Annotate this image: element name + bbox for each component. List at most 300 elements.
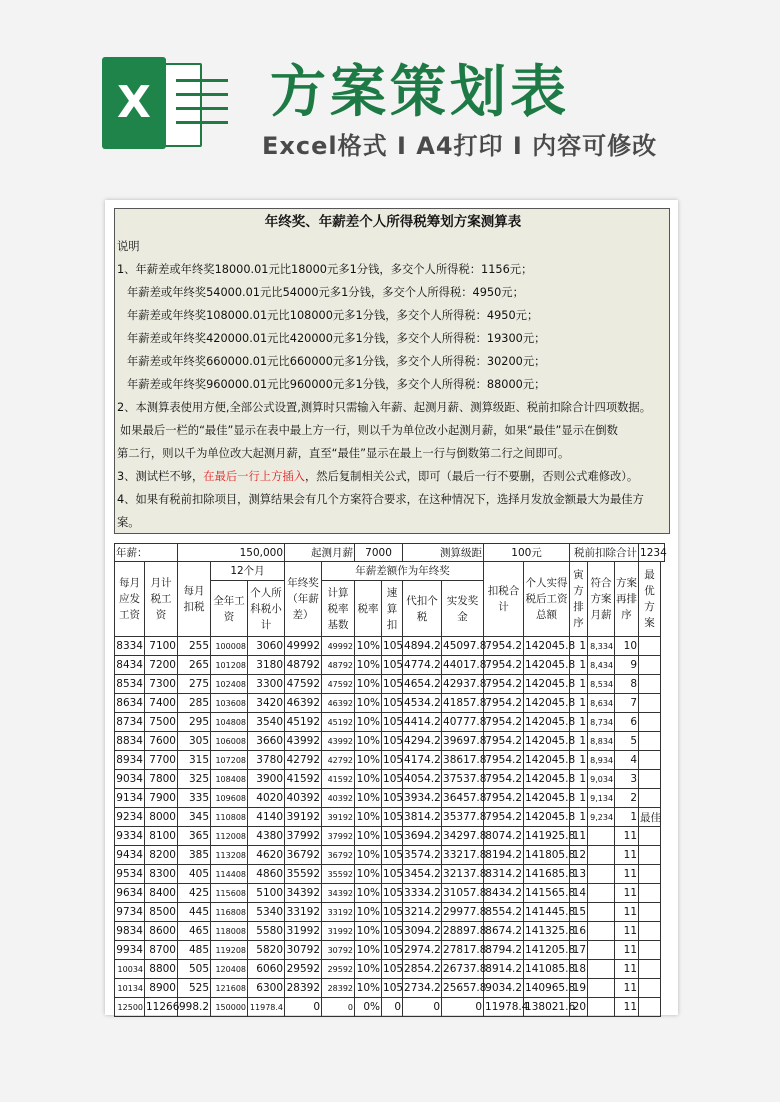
table-cell: 18: [570, 960, 588, 979]
table-cell: [588, 998, 615, 1017]
table-cell: 3814.2: [403, 808, 442, 827]
table-cell: 39192: [322, 808, 355, 827]
col-header: 实发奖金: [442, 581, 484, 637]
table-cell: [639, 789, 661, 808]
table-cell: 10%: [355, 808, 382, 827]
table-cell: 105: [382, 637, 403, 656]
table-cell: 9034.2: [484, 979, 524, 998]
table-cell: 4620: [248, 846, 285, 865]
table-cell: 105: [382, 865, 403, 884]
note-line: 2、本测算表使用方便,全部公式设置,测算时只需输入年薪、起测月薪、测算级距、税前扣除合计四项数据。: [117, 401, 652, 414]
col-header: 个人实得税后工资总额: [524, 562, 570, 637]
table-cell: 141205.8: [524, 941, 570, 960]
table-cell: 365: [178, 827, 211, 846]
table-cell: 29977.8: [442, 903, 484, 922]
table-cell: 9434: [115, 846, 145, 865]
table-cell: 41592: [322, 770, 355, 789]
table-cell: 105: [382, 884, 403, 903]
table-cell: 525: [178, 979, 211, 998]
table-cell: 38617.8: [442, 751, 484, 770]
table-cell: [639, 675, 661, 694]
table-cell: 104808: [211, 713, 248, 732]
table-cell: 141925.8: [524, 827, 570, 846]
col-header: 全年工资: [211, 581, 248, 637]
table-cell: 141805.8: [524, 846, 570, 865]
salary-value[interactable]: 150,000: [178, 544, 285, 562]
table-cell: 45192: [322, 713, 355, 732]
table-cell: 7954.2: [484, 732, 524, 751]
table-cell: 105: [382, 732, 403, 751]
table-cell: 43992: [322, 732, 355, 751]
table-cell: 4534.2: [403, 694, 442, 713]
table-cell: 40777.8: [442, 713, 484, 732]
table-cell: 7700: [145, 751, 178, 770]
col-header: 税率: [355, 581, 382, 637]
table-cell: 142045.8: [524, 732, 570, 751]
table-cell: [639, 732, 661, 751]
table-cell: 10: [615, 637, 639, 656]
table-cell: 1: [570, 789, 588, 808]
table-cell: 8,634: [588, 694, 615, 713]
note-line: 年薪差或年终奖54000.01元比54000元多1分钱，多交个人所得税：4950元；: [127, 286, 524, 299]
excel-logo-letter: X: [102, 57, 166, 149]
table-cell: [639, 884, 661, 903]
table-cell: 102408: [211, 675, 248, 694]
table-cell: 7600: [145, 732, 178, 751]
table-cell: 6300: [248, 979, 285, 998]
table-cell: 141325.8: [524, 922, 570, 941]
table-cell: 14: [570, 884, 588, 903]
note-text: 3、测试栏不够，: [117, 470, 204, 483]
table-cell: 39192: [285, 808, 322, 827]
table-cell: 47592: [285, 675, 322, 694]
table-cell: 8834: [115, 732, 145, 751]
note-line: 4、如果有税前扣除项目，测算结果会有几个方案符合要求，在这种情况下，选择月发放金额最大为最佳方: [117, 493, 644, 506]
table-cell: 33192: [285, 903, 322, 922]
table-cell: [639, 770, 661, 789]
table-cell: 8100: [145, 827, 178, 846]
table-cell: 4: [615, 751, 639, 770]
table-cell: 105: [382, 789, 403, 808]
table-cell: 44017.8: [442, 656, 484, 675]
table-cell: 2974.2: [403, 941, 442, 960]
table-cell: 9,234: [588, 808, 615, 827]
table-cell: 11: [570, 827, 588, 846]
table-cell: 45192: [285, 713, 322, 732]
table-cell: 8534: [115, 675, 145, 694]
table-cell: 10%: [355, 865, 382, 884]
table-cell: 8500: [145, 903, 178, 922]
table-cell: 107208: [211, 751, 248, 770]
table-cell: [639, 960, 661, 979]
table-cell: 105: [382, 846, 403, 865]
table-cell: 3300: [248, 675, 285, 694]
table-cell: [639, 998, 661, 1017]
table-cell: 32137.8: [442, 865, 484, 884]
table-cell: 11: [615, 941, 639, 960]
table-cell: 37537.8: [442, 770, 484, 789]
table-cell: 10%: [355, 694, 382, 713]
table-cell: 100008: [211, 637, 248, 656]
table-cell: 142045.8: [524, 713, 570, 732]
table-cell: 275: [178, 675, 211, 694]
table-cell: 3334.2: [403, 884, 442, 903]
table-cell: 3094.2: [403, 922, 442, 941]
table-cell: 110808: [211, 808, 248, 827]
table-cell: 7500: [145, 713, 178, 732]
table-cell: 4174.2: [403, 751, 442, 770]
table-cell: 7200: [145, 656, 178, 675]
table-cell: 10%: [355, 884, 382, 903]
table-cell: 115608: [211, 884, 248, 903]
col-header: 12个月: [211, 562, 285, 581]
table-cell: 142045.8: [524, 770, 570, 789]
note-line: 年薪差或年终奖660000.01元比660000元多1分钱，多交个人所得税：30200元；: [127, 355, 546, 368]
table-cell: 8,734: [588, 713, 615, 732]
table-cell: 10%: [355, 922, 382, 941]
col-header: 个人所科税小计: [248, 581, 285, 637]
table-cell: 4860: [248, 865, 285, 884]
table-cell: 105: [382, 808, 403, 827]
table-cell: 19: [570, 979, 588, 998]
table-cell: 34297.8: [442, 827, 484, 846]
table-cell: 35592: [285, 865, 322, 884]
table-cell: 335: [178, 789, 211, 808]
table-cell: 8434: [115, 656, 145, 675]
table-row: [115, 751, 665, 770]
table-cell: 30792: [322, 941, 355, 960]
table-cell: 425: [178, 884, 211, 903]
table-cell: 11: [615, 827, 639, 846]
salary-label: 年薪：: [115, 544, 178, 562]
table-cell: 8,434: [588, 656, 615, 675]
table-cell: 265: [178, 656, 211, 675]
table-row: [115, 713, 665, 732]
table-cell: 8300: [145, 865, 178, 884]
table-cell: 31992: [285, 922, 322, 941]
table-cell: 7954.2: [484, 637, 524, 656]
table-cell: 47592: [322, 675, 355, 694]
table-cell: 3574.2: [403, 846, 442, 865]
table-cell: 2: [615, 789, 639, 808]
table-cell: 36792: [322, 846, 355, 865]
table-cell: 0: [285, 998, 322, 1017]
col-header: 每月应发工资: [115, 562, 145, 637]
table-cell: 7954.2: [484, 675, 524, 694]
table-cell: 105: [382, 694, 403, 713]
table-cell: 26737.8: [442, 960, 484, 979]
table-cell: 10%: [355, 960, 382, 979]
table-cell: 119208: [211, 941, 248, 960]
note-line: 年薪差或年终奖960000.01元比960000元多1分钱，多交个人所得税：88000元；: [127, 378, 546, 391]
table-cell: 7900: [145, 789, 178, 808]
table-cell: 8900: [145, 979, 178, 998]
table-cell: 1: [615, 808, 639, 827]
table-cell: 8074.2: [484, 827, 524, 846]
table-row: [115, 770, 665, 789]
table-cell: 33192: [322, 903, 355, 922]
table-cell: 295: [178, 713, 211, 732]
table-cell: 0: [382, 998, 403, 1017]
table-cell: 1: [570, 751, 588, 770]
table-cell: 41857.8: [442, 694, 484, 713]
table-cell: 8000: [145, 808, 178, 827]
table-cell: 46392: [322, 694, 355, 713]
table-row: [115, 922, 665, 941]
table-cell: 11: [615, 865, 639, 884]
table-cell: 9134: [115, 789, 145, 808]
col-header: 年终奖（年薪差）: [285, 562, 322, 637]
table-cell: 8314.2: [484, 865, 524, 884]
table-cell: 35377.8: [442, 808, 484, 827]
table-cell: 3694.2: [403, 827, 442, 846]
table-cell: 最佳: [639, 808, 661, 827]
col-header: 年薪差额作为年终奖: [322, 562, 484, 581]
table-cell: 7954.2: [484, 694, 524, 713]
table-cell: [639, 979, 661, 998]
table-cell: [639, 827, 661, 846]
table-cell: 103608: [211, 694, 248, 713]
table-cell: 8934: [115, 751, 145, 770]
table-cell: 9934: [115, 941, 145, 960]
table-cell: 49992: [285, 637, 322, 656]
table-cell: 142045.8: [524, 751, 570, 770]
table-cell: 7954.2: [484, 656, 524, 675]
table-cell: [639, 694, 661, 713]
note-line: 第二行，则以千为单位改大起测月薪，直至“最佳”显示在最上一行与倒数第二行之间即可。: [117, 447, 570, 460]
table-cell: 25657.8: [442, 979, 484, 998]
table-cell: 37992: [322, 827, 355, 846]
table-cell: 105: [382, 922, 403, 941]
table-cell: [588, 827, 615, 846]
table-cell: 105: [382, 903, 403, 922]
table-cell: 142045.8: [524, 656, 570, 675]
table-cell: 8914.2: [484, 960, 524, 979]
table-cell: 101208: [211, 656, 248, 675]
table-cell: 3: [615, 770, 639, 789]
table-cell: 13: [570, 865, 588, 884]
table-cell: 43992: [285, 732, 322, 751]
col-header: 速算扣: [382, 581, 403, 637]
table-row: [115, 637, 665, 656]
table-cell: 34392: [285, 884, 322, 903]
table-cell: 10%: [355, 732, 382, 751]
table-cell: 8700: [145, 941, 178, 960]
table-cell: 7954.2: [484, 713, 524, 732]
table-cell: 31057.8: [442, 884, 484, 903]
document-sheet: [105, 200, 678, 1015]
table-row: [115, 941, 665, 960]
col-header: 代扣个税: [403, 581, 442, 637]
table-cell: 28392: [322, 979, 355, 998]
table-cell: 10034: [115, 960, 145, 979]
table-cell: [639, 903, 661, 922]
table-cell: 405: [178, 865, 211, 884]
table-cell: 1: [570, 656, 588, 675]
table-cell: 5580: [248, 922, 285, 941]
table-cell: 3060: [248, 637, 285, 656]
col-header: 每月扣税: [178, 562, 211, 637]
table-cell: 36457.8: [442, 789, 484, 808]
table-cell: 48792: [322, 656, 355, 675]
table-cell: 29592: [285, 960, 322, 979]
table-row: [115, 846, 665, 865]
deduct-label: 税前扣除合计: [570, 544, 639, 562]
table-cell: 7300: [145, 675, 178, 694]
table-cell: 9834: [115, 922, 145, 941]
table-cell: 105: [382, 770, 403, 789]
table-cell: 141565.8: [524, 884, 570, 903]
table-cell: [639, 941, 661, 960]
notes-title: 年终奖、年薪差个人所得税筹划方案测算表: [264, 214, 522, 230]
table-cell: 345: [178, 808, 211, 827]
note-line: 案。: [117, 516, 140, 529]
table-row: [115, 960, 665, 979]
table-cell: 5820: [248, 941, 285, 960]
table-cell: 28897.8: [442, 922, 484, 941]
table-cell: 2734.2: [403, 979, 442, 998]
table-cell: 116808: [211, 903, 248, 922]
table-cell: 1: [570, 637, 588, 656]
table-cell: 3780: [248, 751, 285, 770]
table-cell: 141685.8: [524, 865, 570, 884]
table-cell: 10%: [355, 751, 382, 770]
start-value[interactable]: 7000: [355, 544, 403, 562]
table-cell: 5340: [248, 903, 285, 922]
table-row: [115, 827, 665, 846]
table-cell: 11: [615, 979, 639, 998]
note-line: 说明: [117, 240, 140, 253]
table-cell: 10%: [355, 656, 382, 675]
table-cell: 8,334: [588, 637, 615, 656]
table-cell: 109608: [211, 789, 248, 808]
table-cell: 8200: [145, 846, 178, 865]
table-cell: [639, 656, 661, 675]
start-label: 起测月薪: [285, 544, 355, 562]
table-cell: 118008: [211, 922, 248, 941]
table-cell: 7800: [145, 770, 178, 789]
table-cell: 142045.8: [524, 694, 570, 713]
table-row: [115, 998, 665, 1017]
table-cell: 285: [178, 694, 211, 713]
table-cell: 6: [615, 713, 639, 732]
table-cell: 7400: [145, 694, 178, 713]
table-cell: 15: [570, 903, 588, 922]
table-row: [115, 732, 665, 751]
table-cell: 106008: [211, 732, 248, 751]
calc-table: [114, 543, 665, 1017]
table-cell: 4380: [248, 827, 285, 846]
note-line: 年薪差或年终奖108000.01元比108000元多1分钱，多交个人所得税：4950元；: [127, 309, 539, 322]
table-cell: 39697.8: [442, 732, 484, 751]
table-cell: 7: [615, 694, 639, 713]
col-header: 月计税工资: [145, 562, 178, 637]
table-cell: 108408: [211, 770, 248, 789]
table-cell: 120408: [211, 960, 248, 979]
table-cell: [588, 846, 615, 865]
table-cell: 7954.2: [484, 770, 524, 789]
table-cell: 9334: [115, 827, 145, 846]
excel-logo-icon: [100, 57, 200, 149]
note-line: 1、年薪差或年终奖18000.01元比18000元多1分钱，多交个人所得税：1156元；: [117, 263, 533, 276]
table-cell: [588, 941, 615, 960]
col-header: 扣税合计: [484, 562, 524, 637]
table-cell: 11: [615, 922, 639, 941]
table-cell: 4294.2: [403, 732, 442, 751]
table-cell: 141445.8: [524, 903, 570, 922]
table-cell: 46392: [285, 694, 322, 713]
table-cell: 8400: [145, 884, 178, 903]
table-cell: 3454.2: [403, 865, 442, 884]
table-row: [115, 979, 665, 998]
table-cell: 8434.2: [484, 884, 524, 903]
table-cell: 138021.6: [524, 998, 570, 1017]
table-cell: [639, 637, 661, 656]
table-cell: 4140: [248, 808, 285, 827]
table-cell: 1: [570, 770, 588, 789]
table-cell: 10%: [355, 789, 382, 808]
table-cell: 11266: [145, 998, 178, 1017]
table-cell: 10%: [355, 979, 382, 998]
table-cell: 8634: [115, 694, 145, 713]
table-cell: 8194.2: [484, 846, 524, 865]
table-cell: 0: [403, 998, 442, 1017]
table-cell: 112008: [211, 827, 248, 846]
table-cell: [639, 846, 661, 865]
table-cell: 113208: [211, 846, 248, 865]
table-cell: 325: [178, 770, 211, 789]
col-header: 寅方排序: [570, 562, 588, 637]
table-cell: 1: [570, 694, 588, 713]
table-cell: 8,534: [588, 675, 615, 694]
table-cell: 10%: [355, 903, 382, 922]
table-cell: 445: [178, 903, 211, 922]
table-cell: [588, 884, 615, 903]
table-cell: [639, 922, 661, 941]
table-cell: 150000: [211, 998, 248, 1017]
table-cell: 27817.8: [442, 941, 484, 960]
table-cell: 255: [178, 637, 211, 656]
table-cell: 4774.2: [403, 656, 442, 675]
deduct-value[interactable]: 1234: [639, 544, 665, 562]
table-cell: 11: [615, 998, 639, 1017]
table-cell: 3900: [248, 770, 285, 789]
table-cell: 12500: [115, 998, 145, 1017]
table-cell: 0: [322, 998, 355, 1017]
step-value[interactable]: 100元: [484, 544, 570, 562]
table-cell: 11: [615, 846, 639, 865]
table-cell: 42792: [285, 751, 322, 770]
table-cell: 3420: [248, 694, 285, 713]
table-cell: 105: [382, 941, 403, 960]
table-cell: 40392: [285, 789, 322, 808]
table-row: [115, 675, 665, 694]
table-cell: 6060: [248, 960, 285, 979]
table-cell: 37992: [285, 827, 322, 846]
note-line: 如果最后一栏的“最佳”显示在表中最上方一行，则以千为单位改小起测月薪，如果“最佳”显示在倒数: [120, 424, 618, 437]
table-cell: 10%: [355, 941, 382, 960]
note-line: [115, 465, 669, 488]
table-cell: 140965.8: [524, 979, 570, 998]
table-cell: 105: [382, 713, 403, 732]
table-cell: 142045.8: [524, 808, 570, 827]
table-cell: 8794.2: [484, 941, 524, 960]
table-cell: 11: [615, 903, 639, 922]
table-cell: 465: [178, 922, 211, 941]
table-cell: 10%: [355, 846, 382, 865]
table-cell: 30792: [285, 941, 322, 960]
table-cell: 7954.2: [484, 808, 524, 827]
